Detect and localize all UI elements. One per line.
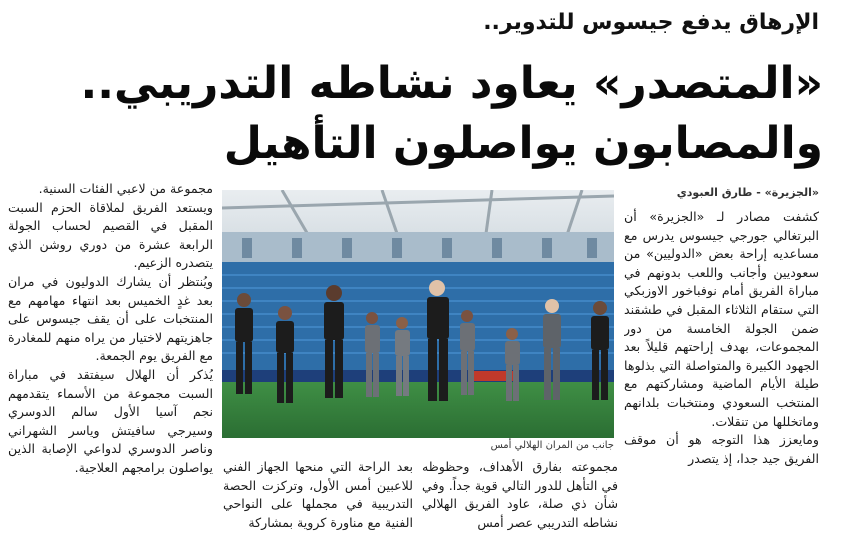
article-photo [222, 190, 614, 438]
article-headline [23, 54, 823, 174]
column-right [624, 208, 819, 558]
column-middle-right [422, 458, 618, 558]
training-photo-illustration [222, 190, 614, 438]
paragraph: ويُنتظر أن يشارك الدوليون في مران بعد غدٍ الخميس بعد انتهاء مهامهم مع المنتخبات على أن يقف جيسوس على جاهزيتهم لاختيار من يراه منهم للمغادرة مع الفريق يوم الجمعة. [8, 273, 213, 364]
column-middle-left [223, 458, 413, 558]
column-left [8, 180, 213, 558]
paragraph: ومايعزز هذا التوجه هو أن موقف الفريق جيد جدا، إذ يتصدر [624, 432, 819, 466]
headline-line-1: «المتصدر» يعاود نشاطه التدريبي.. [80, 58, 823, 109]
paragraph: مجموعة من لاعبي الفئات السنية. [38, 181, 213, 196]
paragraph: يُذكر أن الهلال سيفتقد في مباراة السبت مجموعة من الأسماء يتقدمهم نجم آسيا الأول سالم الدوسري وسيرجي سافيتش وياسر الشهراني وناصر الدوسري لدواعي الإصابة الذين يواصلون برامجهم العلاجية. [8, 366, 213, 475]
paragraph: مجموعته بفارق الأهداف، وحظوظه في التأهل للدور التالي قوية جداً. وفي شأن ذي صلة، عاود الفريق الهلالي نشاطه التدريبي عصر أمس [422, 459, 618, 530]
paragraph: ويستعد الفريق لملاقاة الحزم السبت المقبل في القصيم لحساب الجولة الرابعة عشرة من دوري روشن الذي يتصدره الزعيم. [8, 199, 213, 271]
article-byline: «الجزيرة» - طارق العبودي [676, 186, 819, 199]
paragraph: بعد الراحة التي منحها الجهاز الفني للاعبين أمس الأول، وتركزت الحصة التدريبية في مجملها على النواحي الفنية مع مناورة كروية بمشاركة [223, 459, 413, 530]
headline-line-2: والمصابون يواصلون التأهيل [223, 118, 823, 169]
photo-caption: جانب من المران الهلالي أمس [490, 440, 614, 451]
paragraph: كشفت مصادر لـ «الجزيرة» أن البرتغالي جورجي جيسوس يدرس مع مساعديه إراحة بعض «الدوليين» من سعوديين وأجانب واللعب بدونهم في مباراة الفريق أمام نوفباخور الاوزبكي التي ستقام الثلاثاء المقبل في طشقند ضمن الجولة الخامسة من دور المجموعات، بهدف إراحتهم قليلاً بعد الجهود الكبيرة والمتواصلة التي بذلوها طيلة الأيام الماضية ومشاركتهم مع المنتخب السعودي ومنتخبات بلدانهم وماتخللها من تنقلات. [624, 209, 819, 429]
article-kicker: الإرهاق يدفع جيسوس للتدوير.. [483, 10, 819, 35]
